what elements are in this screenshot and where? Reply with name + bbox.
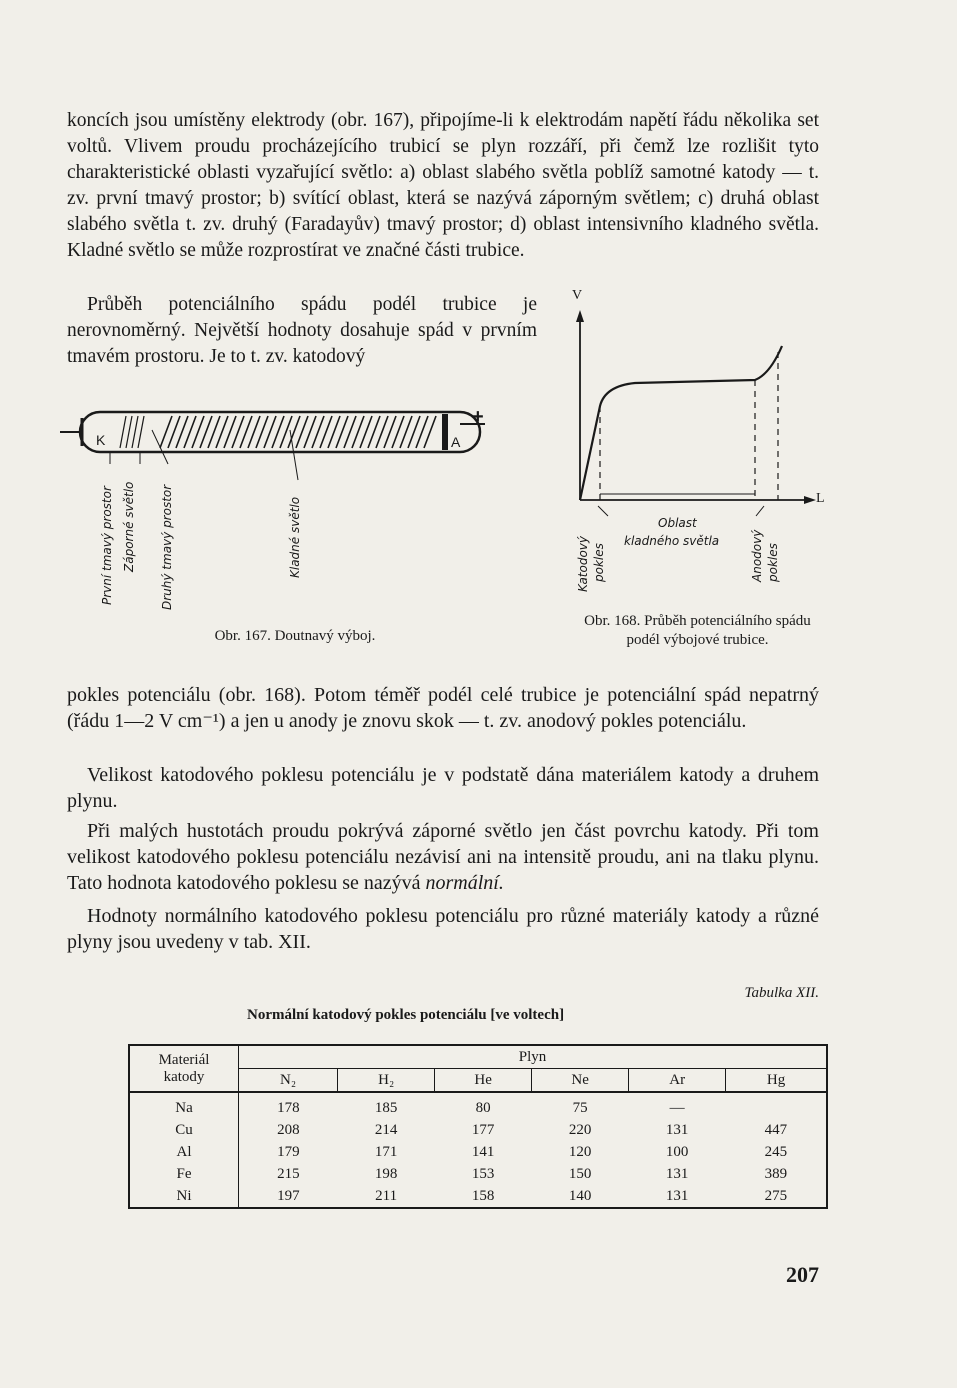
paragraph-intro: koncích jsou umístěny elektrody (obr. 167), připojíme-li k elektrodám napětí řádu několika set voltů. Vlivem proudu procházejícího trubicí se plyn rozzáří, při čemž lze rozlišit tyto charakteristické oblasti vyzařující světlo: a) oblast slabého světla poblíž samotné katody — t. zv. první tmavý prostor; b) svítící oblast, která se nazývá záporným světlem; c) druhá oblast slabého světla t. zv. druhý (Faradayův) tmavý prostor; d) oblast intensivního kladného světla. Kladné světlo se může rozprostírat ve značné části trubice.: [67, 110, 819, 261]
table-row: [129, 1119, 827, 1141]
x-axis-label: L: [816, 491, 825, 506]
value-cell: 179: [239, 1141, 338, 1163]
value-cell: 275: [764, 1187, 788, 1204]
value-cell: 141: [471, 1143, 495, 1160]
material-cell: Fe: [176, 1165, 192, 1182]
value-cell: 214: [374, 1121, 398, 1138]
y-axis-label: V: [572, 288, 583, 303]
table-row: [129, 1092, 827, 1119]
row-header-text: Materiál katody: [158, 1051, 210, 1085]
cathode-drop-table: [128, 1044, 828, 1209]
figure-167-glow-discharge: [60, 400, 500, 615]
value-cell: 220: [568, 1121, 592, 1138]
value-cell: 80: [475, 1099, 491, 1116]
value-cell: 131: [665, 1165, 689, 1182]
material-cell: Na: [175, 1099, 193, 1116]
cathode-drop-label-2: pokles: [592, 543, 606, 582]
paragraph-table-ref: Hodnoty normálního katodového poklesu potenciálu pro různé materiály katody a různé plyny jsou uvedeny v tab. XII.: [67, 905, 819, 953]
value-cell: 120: [568, 1143, 592, 1160]
material-cell: Cu: [175, 1121, 193, 1138]
figure-168-caption: Obr. 168. Průběh potenciálního spádu podél výbojové trubice.: [584, 613, 811, 648]
value-cell: 447: [764, 1121, 788, 1138]
cathode-label: K: [96, 432, 106, 448]
group-header-cell: Plyn: [239, 1045, 828, 1069]
gas-header: N₂: [239, 1069, 338, 1093]
value-cell: 211: [375, 1187, 398, 1204]
paragraph-cathode-drop: pokles potenciálu (obr. 168). Potom téměř podél celé trubice je potenciální spád nepatrný (řádu 1—2 V cm⁻¹) a jen u anody je znovu skok — t. zv. anodový pokles potenciálu.: [67, 684, 819, 732]
anode-drop-label-2: pokles: [766, 543, 780, 582]
paragraph-potential-drop: Průběh potenciálního spádu podél trubice je nerovnoměrný. Největší hodnoty dosahuje spád v prvním tmavém prostoru. Je to t. zv. katodový: [67, 294, 537, 367]
gas-header: Ar: [629, 1069, 726, 1093]
value-cell: 215: [239, 1163, 338, 1185]
table-row: [129, 1185, 827, 1208]
value-cell: [726, 1092, 827, 1119]
anode-plus-sign: +: [472, 406, 484, 428]
row-header-cell: [129, 1045, 239, 1092]
label-second-dark-space: Druhý tmavý prostor: [160, 484, 174, 610]
cathode-drop-label-1: Katodový: [576, 535, 590, 592]
region-label-line1: Oblast: [658, 516, 697, 530]
value-cell: 197: [239, 1185, 338, 1208]
region-label-line2: kladného světla: [624, 534, 720, 548]
gas-header: Hg: [726, 1069, 827, 1093]
value-cell: 198: [374, 1165, 398, 1182]
table-row: [129, 1163, 827, 1185]
gas-header: He: [435, 1069, 532, 1093]
value-cell: 131: [665, 1121, 689, 1138]
paragraph-drop-size: Velikost katodového poklesu potenciálu je v podstatě dána materiálem katody a druhem plynu.: [67, 764, 819, 812]
value-cell: 153: [471, 1165, 495, 1182]
figure-168-potential-curve: [560, 288, 830, 608]
value-cell: 75: [572, 1099, 588, 1116]
value-cell: 177: [471, 1121, 495, 1138]
page-number: 207: [786, 1262, 819, 1287]
paragraph-normal-drop-text: Při malých hustotách proudu pokrývá záporné světlo jen část povrchu katody. Při tom velikost katodového poklesu potenciálu nezávisí ani na intensitě proudu, ani na tlaku plynu. Tato hodnota katodového poklesu se nazývá: [67, 820, 819, 894]
value-cell: 185: [374, 1099, 398, 1116]
value-cell: 100: [665, 1143, 689, 1160]
anode-drop-label-1: Anodový: [750, 529, 764, 582]
value-cell: 131: [665, 1187, 689, 1204]
gas-header: Ne: [532, 1069, 629, 1093]
paragraph-normal-drop: [67, 818, 819, 896]
label-first-dark-space: První tmavý prostor: [100, 486, 114, 605]
normal-term: normální.: [425, 872, 504, 894]
label-positive-column: Kladné světlo: [288, 496, 302, 578]
figure-167-caption: Obr. 167. Doutnavý výboj.: [214, 628, 376, 644]
value-cell: 158: [471, 1187, 495, 1204]
value-cell: —: [669, 1099, 685, 1116]
material-cell: Al: [176, 1143, 192, 1160]
value-cell: 140: [568, 1187, 592, 1204]
table-title: Normální katodový pokles potenciálu [ve voltech]: [247, 1007, 565, 1023]
value-cell: 389: [764, 1165, 788, 1182]
value-cell: 208: [239, 1119, 338, 1141]
table-label: Tabulka XII.: [744, 985, 819, 1001]
value-cell: 178: [239, 1092, 338, 1119]
table-row: [129, 1141, 827, 1163]
material-cell: Ni: [176, 1187, 192, 1204]
value-cell: 171: [374, 1143, 398, 1160]
gas-header: H₂: [338, 1069, 435, 1093]
value-cell: 245: [764, 1143, 788, 1160]
value-cell: 150: [568, 1165, 592, 1182]
label-negative-glow: Záporné světlo: [122, 481, 136, 572]
anode-label: A: [451, 434, 461, 450]
